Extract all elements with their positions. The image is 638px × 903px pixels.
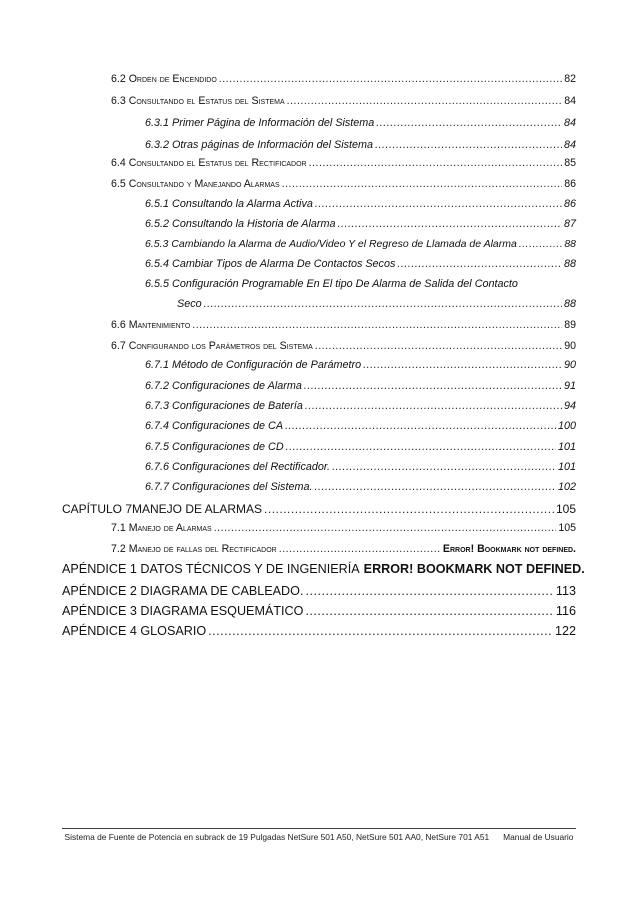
toc-title: Cambiando la Alarma de Audio/Video Y el Regreso de Llamada de Alarma: [171, 238, 517, 250]
toc-page: 86: [564, 178, 576, 190]
toc-number: 6.7.3: [145, 400, 170, 412]
toc-page: 86: [563, 198, 576, 210]
dot-leader: [376, 117, 562, 129]
toc-page: 122: [554, 624, 576, 638]
toc-number: 6.7.2: [145, 380, 170, 392]
toc-title: Manejo de Alarmas: [128, 522, 212, 534]
toc-entry-6-6[interactable]: [111, 319, 576, 331]
toc-page: 90: [563, 359, 576, 371]
toc-title: Orden de Encendido: [128, 73, 217, 85]
dot-leader: [519, 238, 562, 250]
toc-page: 116: [555, 604, 576, 618]
toc-page: 84: [563, 117, 576, 129]
toc-title: Método de Configuración de Parámetro: [172, 359, 362, 371]
toc-title: Consultando la Historia de Alarma: [172, 218, 336, 230]
toc-number: 6.5.3: [145, 238, 169, 250]
toc-page: 89: [564, 319, 576, 331]
toc-title: Configuraciones del Rectificador.: [172, 461, 331, 473]
toc-number: 6.3.2: [145, 139, 170, 151]
toc-entry-6-5-4[interactable]: [145, 258, 576, 270]
dot-leader: [264, 502, 554, 516]
toc-number: 6.5.1: [145, 198, 170, 210]
dot-leader: [305, 584, 553, 598]
toc-number: 6.6: [111, 319, 126, 331]
toc-page: 88: [564, 238, 576, 250]
toc-entry-6-7-4[interactable]: [145, 420, 576, 432]
toc-entry-6-5-5-continued[interactable]: [177, 298, 576, 310]
toc-entry-6-3-2[interactable]: [145, 139, 576, 151]
toc-entry-appendix-4[interactable]: [62, 624, 576, 638]
toc-chapter-number: CAPÍTULO 7: [62, 502, 133, 516]
toc-page-error: ERROR! BOOKMARK NOT DEFINED.: [363, 562, 585, 576]
toc-title: Configuraciones de Alarma: [172, 380, 302, 392]
toc-title: APÉNDICE 1 DATOS TÉCNICOS Y DE INGENIERÍA: [62, 562, 360, 576]
dot-leader: [315, 340, 562, 352]
toc-page: 101: [557, 441, 576, 453]
toc-page: 105: [555, 502, 576, 516]
toc-title: MANEJO DE ALARMAS: [132, 502, 263, 516]
toc-entry-6-7-6[interactable]: [145, 461, 576, 473]
page-footer: [62, 832, 576, 842]
dot-leader: [286, 441, 556, 453]
toc-title: Primer Página de Información del Sistema: [172, 117, 375, 129]
toc-number: 6.7.1: [145, 359, 170, 371]
dot-leader: [375, 139, 562, 151]
toc-entry-appendix-1[interactable]: [62, 562, 585, 576]
toc-page-error: Error! Bookmark not defined.: [442, 543, 576, 555]
toc-title: Consultando la Alarma Activa: [172, 198, 313, 210]
toc-entry-6-7-7[interactable]: [145, 481, 576, 493]
dot-leader: [315, 198, 562, 210]
toc-entry-7-1[interactable]: [111, 522, 576, 534]
dot-leader: [192, 319, 562, 331]
toc-page: 105: [558, 522, 576, 534]
toc-entry-6-3-1[interactable]: [145, 117, 576, 129]
toc-number: 6.2: [111, 73, 126, 85]
toc-entry-appendix-3[interactable]: [62, 604, 576, 618]
toc-title: Configuraciones de CD: [172, 441, 284, 453]
toc-page: 82: [564, 73, 576, 85]
toc-number: 6.5.5: [145, 278, 170, 290]
toc-title: Configuraciones de CA: [172, 420, 284, 432]
toc-number: 6.7.5: [145, 441, 170, 453]
toc-title: Configurando los Parámetros del Sistema: [128, 340, 313, 352]
toc-number: 7.1: [111, 522, 126, 534]
dot-leader: [204, 298, 562, 310]
toc-title: Consultando el Estatus del Sistema: [128, 95, 285, 107]
dot-leader: [208, 624, 553, 638]
toc-title: Consultando el Estatus del Rectificador: [128, 157, 307, 169]
dot-leader: [219, 73, 562, 85]
toc-page: 90: [564, 340, 576, 352]
footer-manual-text: Manual de Usuario: [503, 832, 574, 842]
toc-entry-6-2[interactable]: [111, 73, 576, 85]
toc-entry-6-5[interactable]: [111, 178, 576, 190]
toc-entry-6-7-5[interactable]: [145, 441, 576, 453]
toc-title: APÉNDICE 3 DIAGRAMA ESQUEMÁTICO: [62, 604, 304, 618]
toc-page: 100: [557, 420, 576, 432]
dot-leader: [309, 157, 563, 169]
dot-leader: [397, 258, 562, 270]
toc-title-continued: Seco: [177, 298, 202, 310]
toc-entry-6-7-1[interactable]: [145, 359, 576, 371]
dot-leader: [337, 218, 562, 230]
toc-number: 7.2: [111, 543, 126, 555]
dot-leader: [304, 380, 562, 392]
toc-entry-appendix-2[interactable]: [62, 584, 576, 598]
toc-entry-chapter-7[interactable]: [62, 502, 576, 516]
toc-page: 102: [557, 481, 576, 493]
toc-page: 91: [563, 380, 576, 392]
dot-leader: [332, 461, 556, 473]
toc-number: 6.3.1: [145, 117, 170, 129]
toc-title: Configuraciones de Batería: [172, 400, 303, 412]
footer-product-text: Sistema de Fuente de Potencia en subrack de 19 Pulgadas NetSure 501 A50, NetSure 501 AA0, NetSure 701 A51: [64, 832, 490, 842]
toc-entry-6-5-2[interactable]: [145, 218, 576, 230]
toc-number: 6.5.4: [145, 258, 170, 270]
toc-title: Otras páginas de Información del Sistema: [172, 139, 374, 151]
toc-page: 85: [564, 157, 576, 169]
dot-leader: [279, 543, 441, 555]
dot-leader: [314, 481, 556, 493]
toc-number: 6.7.7: [145, 481, 170, 493]
toc-number: 6.7.4: [145, 420, 170, 432]
dot-leader: [305, 604, 553, 618]
toc-page: 113: [555, 584, 576, 598]
toc-title: Configuraciones del Sistema.: [172, 481, 313, 493]
toc-number: 6.5.2: [145, 218, 170, 230]
toc-number: 6.3: [111, 95, 126, 107]
dot-leader: [305, 400, 562, 412]
toc-number: 6.4: [111, 157, 126, 169]
footer-divider: [62, 828, 576, 829]
toc-page: 84: [564, 95, 576, 107]
toc-entry-6-5-1[interactable]: [145, 198, 576, 210]
toc-page: 94: [563, 400, 576, 412]
dot-leader: [282, 178, 563, 190]
toc-page: 87: [563, 218, 576, 230]
dot-leader: [287, 95, 563, 107]
toc-entry-6-5-5[interactable]: [145, 278, 576, 290]
toc-entry-7-2[interactable]: [111, 543, 576, 555]
toc-number: 6.7: [111, 340, 126, 352]
toc-number: 6.5: [111, 178, 126, 190]
toc-page: 84: [563, 139, 576, 151]
dot-leader: [285, 420, 556, 432]
toc-entry-6-7[interactable]: [111, 340, 576, 352]
dot-leader: [214, 522, 557, 534]
dot-leader: [363, 359, 562, 371]
toc-number: 6.7.6: [145, 461, 170, 473]
toc-title: Consultando y Manejando Alarmas: [128, 178, 280, 190]
toc-entry-6-7-3[interactable]: [145, 400, 576, 412]
toc-title: Configuración Programable En El tipo De Alarma de Salida del Contacto: [172, 278, 518, 290]
toc-entry-6-3[interactable]: [111, 95, 576, 107]
toc-page: 88: [563, 258, 576, 270]
toc-entry-6-5-3[interactable]: [145, 238, 576, 250]
toc-page: 101: [557, 461, 576, 473]
toc-title: Mantenimiento: [128, 319, 191, 331]
toc-entry-6-4[interactable]: [111, 157, 576, 169]
toc-title: APÉNDICE 2 DIAGRAMA DE CABLEADO.: [62, 584, 304, 598]
toc-title: APÉNDICE 4 GLOSARIO: [62, 624, 207, 638]
toc-entry-6-7-2[interactable]: [145, 380, 576, 392]
toc-title: Cambiar Tipos de Alarma De Contactos Secos: [172, 258, 396, 270]
toc-title: Manejo de fallas del Rectificador: [128, 543, 277, 555]
toc-page: 88: [563, 298, 576, 310]
